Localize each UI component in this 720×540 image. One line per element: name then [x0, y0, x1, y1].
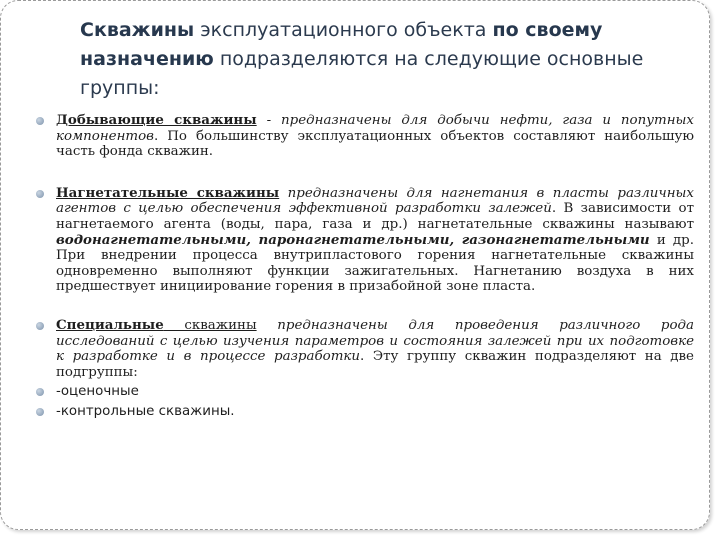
definition-special: предназначены для проведения различного рода исследований с целью изучения параметров и состояния залежей при их подготовке к разработке и в процессе разработки [56, 317, 694, 365]
subgroup-evaluation: -оценочные [56, 384, 139, 400]
bullet-special-wells [38, 318, 694, 380]
title-text-2: эксплуатационного объекта [194, 19, 493, 41]
subgroup-control: -контрольные скважины. [56, 403, 235, 419]
bullet-producing-wells [38, 113, 694, 160]
term-special-word: скважины [163, 317, 257, 333]
text-special: . Эту группу скважин подразделяют на две подгруппы: [56, 349, 694, 380]
injection-kinds: водонагнетательными, паронагнетательными, газонагнетательными [56, 231, 650, 248]
bullet-subgroup-control [38, 404, 694, 420]
title-text-4: подразделяются на следующие основные группы: [80, 48, 644, 99]
text-injection-2: и др. При внедрении процесса внутрипластового горения нагнетательные скважины одновременно выполняют функции зажигательных. Нагнетанию воздуха в них предшествует инициирование горения в призабойной зоне пласта. [56, 232, 694, 295]
bullet-dot-icon [36, 322, 44, 330]
bullet-dot-icon [36, 388, 44, 396]
separator [257, 318, 278, 333]
text-injection-1: . В зависимости от нагнетаемого агента (воды, пара, газа и др.) нагнетательные скважины называют [56, 201, 694, 232]
bullet-list [38, 113, 694, 420]
separator [279, 186, 287, 201]
definition-producing: предназначены для добычи нефти, газа и попутных компонентов [56, 113, 694, 144]
dash: - [256, 113, 282, 128]
title-bold-3: по своему назначению [80, 19, 603, 70]
bullet-dot-icon [36, 117, 44, 125]
term-special: Специальные [56, 316, 164, 333]
bullet-injection-wells [38, 186, 694, 295]
slide-title [80, 16, 680, 103]
bullet-subgroup-evaluation [38, 384, 694, 400]
term-injection: Нагнетательные скважины [56, 184, 280, 201]
definition-injection: предназначены для нагнетания в пласты различных агентов с целью обеспечения эффективной разработки залежей [56, 185, 694, 217]
term-producing: Добывающие скважины [56, 112, 257, 128]
bullet-dot-icon [36, 190, 44, 198]
text-producing: . По большинству эксплуатационных объектов составляют наибольшую часть фонда скважин. [56, 128, 694, 160]
title-bold-1: Скважины [80, 19, 195, 41]
bullet-dot-icon [36, 408, 44, 416]
